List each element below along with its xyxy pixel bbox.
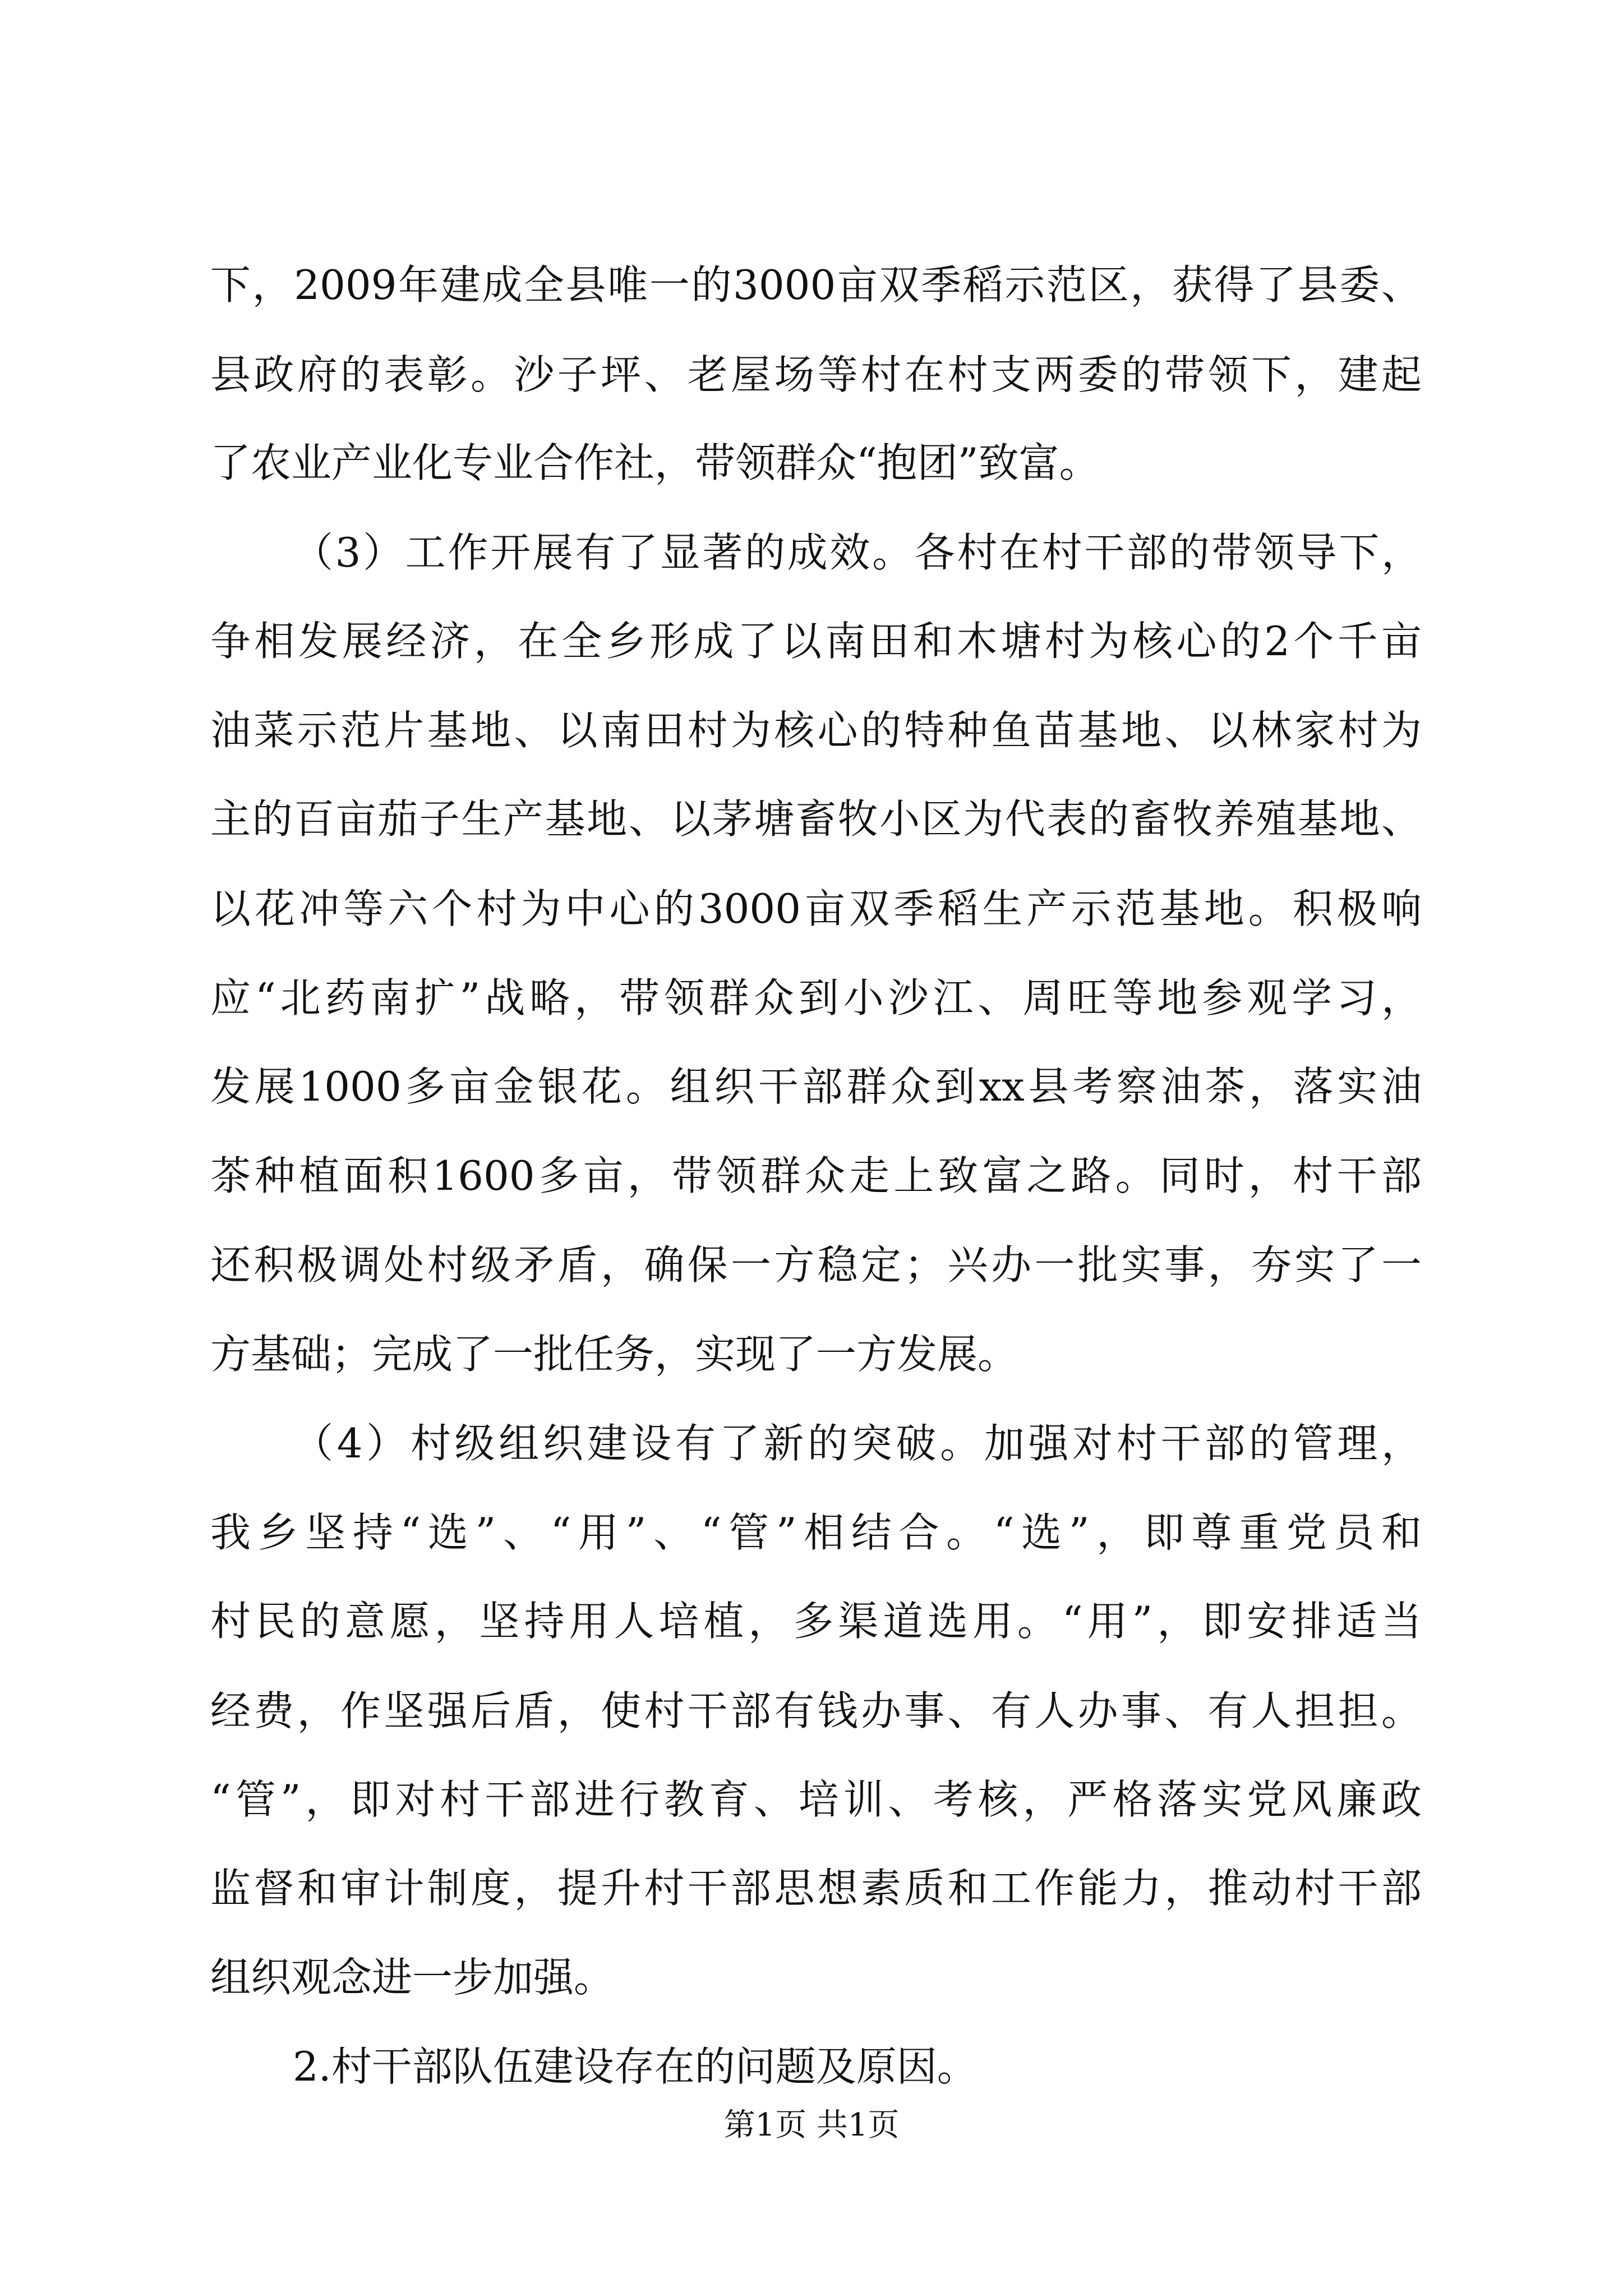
- text-line: 油菜示范片基地、以南田村为核心的特种鱼苗基地、以林家村为: [210, 707, 1422, 754]
- text-line: 争相发展经济，在全乡形成了以南田和木塘村为核心的2个千亩: [210, 618, 1422, 665]
- paragraph-3-first-line: （3）工作开展有了显著的成效。各村在村干部的带领导下，: [293, 529, 1422, 576]
- text-line: 村民的意愿，坚持用人培植，多渠道选用。“用”，即安排适当: [210, 1598, 1422, 1645]
- text-line: 应“北药南扩”战略，带领群众到小沙江、周旺等地参观学习，: [210, 974, 1422, 1022]
- text-line: 茶种植面积1600多亩，带领群众走上致富之路。同时，村干部: [210, 1152, 1422, 1199]
- paragraph-4-first-line: （4）村级组织建设有了新的突破。加强对村干部的管理，: [293, 1420, 1422, 1467]
- text-line: 方基础；完成了一批任务，实现了一方发展。: [210, 1331, 1018, 1378]
- text-line: 县政府的表彰。沙子坪、老屋场等村在村支两委的带领下，建起: [210, 351, 1422, 398]
- section-heading: 2.村干部队伍建设存在的问题及原因。: [293, 2043, 978, 2090]
- text-line: 经费，作坚强后盾，使村干部有钱办事、有人办事、有人担担。: [210, 1687, 1422, 1734]
- text-line: 发展1000多亩金银花。组织干部群众到xx县考察油茶，落实油: [210, 1063, 1422, 1110]
- text-line: 监督和审计制度，提升村干部思想素质和工作能力，推动村干部: [210, 1865, 1422, 1912]
- text-line: 下，2009年建成全县唯一的3000亩双季稻示范区，获得了县委、: [210, 261, 1422, 309]
- text-line: 主的百亩茄子生产基地、以茅塘畜牧小区为代表的畜牧养殖基地、: [210, 795, 1422, 843]
- text-line: “管”，即对村干部进行教育、培训、考核，严格落实党风廉政: [210, 1776, 1422, 1823]
- text-line: 我乡坚持“选”、“用”、“管”相结合。“选”，即尊重党员和: [210, 1509, 1422, 1556]
- page-footer: 第1页 共1页: [723, 2107, 900, 2143]
- text-line: 还积极调处村级矛盾，确保一方稳定；兴办一批实事，夯实了一: [210, 1241, 1422, 1289]
- text-line: 了农业产业化专业合作社，带领群众“抱团”致富。: [210, 439, 1100, 486]
- text-line: 组织观念进一步加强。: [210, 1954, 615, 2001]
- text-line: 以花冲等六个村为中心的3000亩双季稻生产示范基地。积极响: [210, 885, 1422, 932]
